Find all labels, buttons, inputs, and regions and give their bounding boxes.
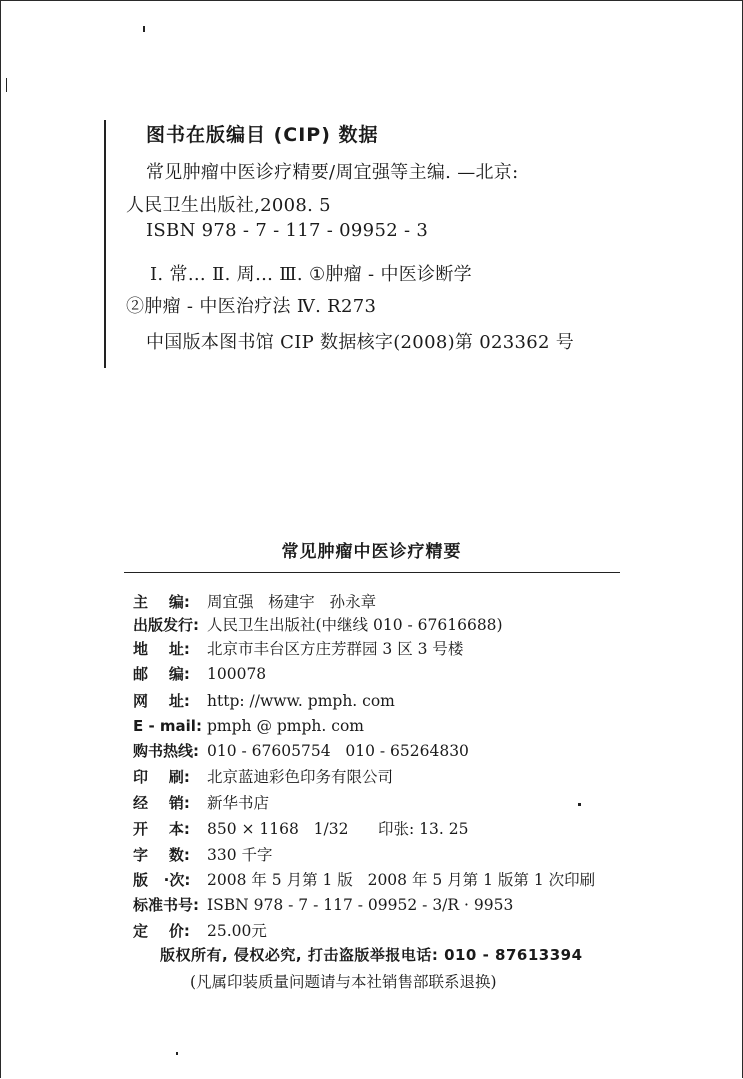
scan-speck: [176, 1052, 178, 1055]
info-row-address: [133, 638, 463, 660]
copyright-notice: 版权所有, 侵权必究, 打击盗版举报电话: 010 - 87613394: [160, 946, 583, 964]
book-title: 常见肿瘤中医诊疗精要: [281, 542, 462, 562]
info-label: 经 销:: [133, 794, 190, 812]
info-label: 字 数:: [133, 846, 190, 864]
info-row-edition: [133, 869, 595, 891]
scan-speck: [143, 26, 145, 32]
info-label: 主 编:: [133, 593, 190, 611]
cip-subject-line: Ⅰ. 常… Ⅱ. 周… Ⅲ. ①肿瘤 - 中医诊断学: [150, 264, 472, 285]
info-row-distributor: [133, 792, 269, 814]
cip-heading: 图书在版编目 (CIP) 数据: [146, 124, 379, 146]
info-row-format: [133, 818, 468, 840]
info-label: 印 刷:: [133, 768, 190, 786]
cip-subject-line-2: ②肿瘤 - 中医治疗法 Ⅳ. R273: [126, 296, 377, 317]
info-value: 人民卫生出版社(中继线 010 - 67616688): [207, 616, 503, 634]
cip-publisher-line: 人民卫生出版社,2008. 5: [126, 195, 331, 216]
scan-speck: [6, 78, 7, 92]
info-label: 版 ·次:: [133, 871, 191, 889]
info-label: 定 价:: [133, 922, 190, 940]
cip-isbn-line: ISBN 978 - 7 - 117 - 09952 - 3: [146, 220, 429, 241]
info-value: 周宜强 杨建宇 孙永章: [207, 593, 377, 611]
info-label: 开 本:: [133, 820, 190, 838]
info-row-word-count: [133, 844, 273, 866]
info-value: 北京市丰台区方庄芳群园 3 区 3 号楼: [207, 640, 464, 658]
info-label: 地 址:: [133, 640, 190, 658]
info-value: 25.00元: [207, 922, 267, 940]
info-label: 标准书号:: [133, 896, 199, 914]
info-value: pmph @ pmph. com: [207, 717, 364, 735]
info-label: 邮 编:: [133, 665, 190, 683]
title-rule: [124, 572, 620, 573]
info-row-email: [133, 715, 364, 737]
info-row-editors: [133, 591, 376, 613]
info-value: 100078: [207, 665, 267, 683]
info-label: 出版发行:: [133, 616, 199, 634]
info-row-website: [133, 690, 395, 712]
info-row-printer: [133, 766, 393, 788]
info-label: E - mail:: [133, 717, 202, 735]
info-label: 网 址:: [133, 692, 190, 710]
info-row-publisher: [133, 614, 503, 636]
info-row-isbn: [133, 894, 513, 916]
info-row-hotline: [133, 740, 469, 762]
info-value: 010 - 67605754 010 - 65264830: [207, 742, 469, 760]
info-value: 2008 年 5 月第 1 版 2008 年 5 月第 1 版第 1 次印刷: [207, 871, 596, 889]
info-value: http: //www. pmph. com: [207, 692, 395, 710]
info-value: ISBN 978 - 7 - 117 - 09952 - 3/R · 9953: [207, 896, 514, 914]
info-row-price: [133, 920, 267, 942]
info-row-postcode: [133, 663, 266, 685]
cip-title-line: 常见肿瘤中医诊疗精要/周宜强等主编. —北京:: [146, 162, 519, 183]
info-value: 850 × 1168 1/32 印张: 13. 25: [207, 820, 469, 838]
info-label: 购书热线:: [133, 742, 199, 760]
return-notice: (凡属印装质量问题请与本社销售部联系退换): [190, 973, 497, 991]
cip-left-rule: [104, 120, 106, 368]
info-value: 新华书店: [207, 794, 270, 812]
cip-record-number: 中国版本图书馆 CIP 数据核字(2008)第 023362 号: [146, 332, 575, 353]
info-value: 北京蓝迪彩色印务有限公司: [207, 768, 394, 786]
info-value: 330 千字: [207, 846, 273, 864]
scan-speck: [578, 803, 581, 806]
